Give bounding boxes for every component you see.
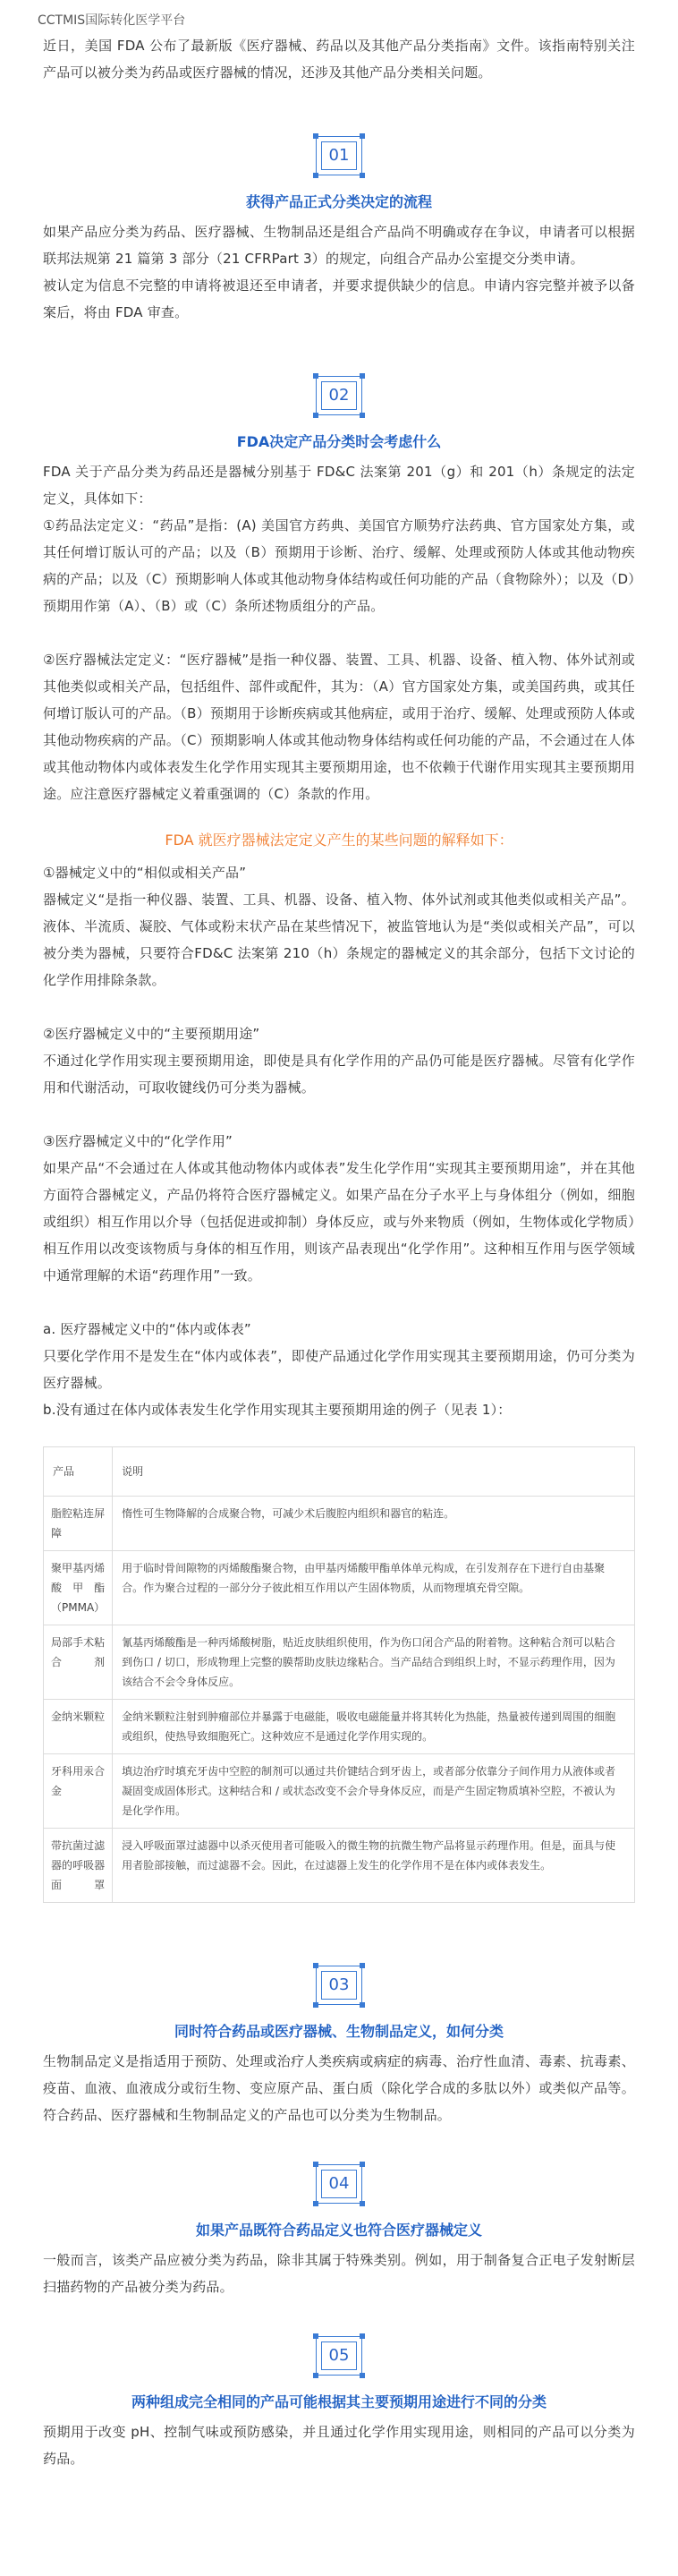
section-title: 同时符合药品或医疗器械、生物制品定义，如何分类 bbox=[174, 2023, 504, 2040]
section-number: 04 bbox=[321, 2170, 357, 2198]
table-cell-description: 浸入呼吸面罩过滤器中以杀灭使用者可能吸入的微生物的抗微生物产品将显示药理作用。但是，面具与使用者脸部接触，而过滤器不会。因此，在过滤器上发生的化学作用不是在体内或体表发生。 bbox=[113, 1829, 635, 1903]
question-3-text: 如果产品“不会通过在人体或其他动物体内或体表”发生化学作用“实现其主要预期用途”，并在其他方面符合器械定义，产品仍将符合医疗器械定义。如果产品在分子水平上与身体组分（例如，细胞或组织）相互作用以介导（包括促进或抑制）身体反应，或与外来物质（例如，生物体或化学物质）相互作用以改变该物质与身体的相互作用，则该产品表现出“化学作用”。这种相互作用与医学领域中通常理解的术语“药理作用”一致。 bbox=[43, 1160, 635, 1284]
section-title: 如果产品既符合药品定义也符合医疗器械定义 bbox=[195, 2222, 482, 2239]
point-a-text: 只要化学作用不是发生在“体内或体表”，即使产品通过化学作用实现其主要预期用途，仍可分类为医疗器械。 bbox=[43, 1348, 635, 1391]
section-number: 01 bbox=[321, 141, 357, 170]
section-title: 两种组成完全相同的产品可能根据其主要预期用途进行不同的分类 bbox=[131, 2393, 547, 2410]
section-03-header bbox=[43, 1966, 635, 2043]
question-3-heading: ③医疗器械定义中的“化学作用” bbox=[43, 1133, 233, 1149]
table-cell-product: 牙科用汞合金 bbox=[44, 1754, 113, 1829]
section-number: 05 bbox=[321, 2341, 357, 2370]
examples-table bbox=[43, 1446, 635, 1903]
section-number: 03 bbox=[321, 1971, 357, 2000]
table-cell-product: 带抗菌过滤器的呼吸器面罩 bbox=[44, 1829, 113, 1903]
table-header-cell: 产品 bbox=[44, 1447, 113, 1497]
section-number-box bbox=[316, 2164, 362, 2204]
table-header-cell: 说明 bbox=[113, 1447, 635, 1497]
section-02-paragraph-1: FDA 关于产品分类为药品还是器械分别基于 FD&C 法案第 201（g）和 201（h）条规定的法定定义，具体如下： bbox=[43, 464, 635, 507]
section-05-paragraph: 预期用于改变 pH、控制气味或预防感染，并且通过化学作用实现用途，则相同的产品可以分类为药品。 bbox=[43, 2424, 635, 2467]
point-a-heading: a. 医疗器械定义中的“体内或体表” bbox=[43, 1321, 251, 1337]
point-b-heading: b.没有通过在体内或体表发生化学作用实现其主要预期用途的例子（见表 1）： bbox=[43, 1402, 512, 1418]
table-cell-product: 局部手术粘合剂 bbox=[44, 1625, 113, 1700]
table-cell-description: 填边治疗时填充牙齿中空腔的制剂可以通过共价键结合到牙齿上，或者部分依靠分子间作用力从液体或者凝固变成固体形式。这种结合和 / 或状态改变不会介导身体反应，而是产生固定物质填补空腔，不被认为是化学作用。 bbox=[113, 1754, 635, 1829]
table-cell-product: 金纳米颗粒 bbox=[44, 1700, 113, 1754]
table-cell-description: 用于临时骨间隙物的丙烯酸酯聚合物，由甲基丙烯酸甲酯单体单元构成，在引发剂存在下进行自由基聚合。作为聚合过程的一部分分子彼此相互作用以产生固体物质，从而物理填充骨空隙。 bbox=[113, 1551, 635, 1625]
table-row bbox=[44, 1829, 635, 1903]
section-02-header bbox=[43, 376, 635, 453]
intro-paragraph: 近日，美国 FDA 公布了最新版《医疗器械、药品以及其他产品分类指南》文件。该指南特别关注产品可以被分类为药品或医疗器械的情况，还涉及其他产品分类相关问题。 bbox=[43, 38, 635, 81]
question-2-heading: ②医疗器械定义中的“主要预期用途” bbox=[43, 1026, 260, 1042]
table-cell-description: 惰性可生物降解的合成聚合物，可减少术后腹腔内组织和器官的粘连。 bbox=[113, 1497, 635, 1551]
table-row bbox=[44, 1700, 635, 1754]
section-number: 02 bbox=[321, 381, 357, 410]
table-cell-description: 氰基丙烯酸酯是一种丙烯酸树脂，贴近皮肤组织使用，作为伤口闭合产品的附着物。这种粘合剂可以粘合到伤口 / 切口，形成物理上完整的膜帮助皮肤边缘粘合。当产品结合到组织上时，不显示药理作用，因为该结合不会令身体反应。 bbox=[113, 1625, 635, 1700]
section-title: 获得产品正式分类决定的流程 bbox=[245, 193, 432, 210]
question-1-heading: ①器械定义中的“相似或相关产品” bbox=[43, 865, 247, 881]
question-2-text: 不通过化学作用实现主要预期用途，即使是具有化学作用的产品仍可能是医疗器械。尽管有化学作用和代谢活动，可取收键线仍可分类为器械。 bbox=[43, 1053, 635, 1096]
section-05-header bbox=[43, 2336, 635, 2413]
device-definition: ②医疗器械法定定义：“医疗器械”是指一种仪器、装置、工具、机器、设备、植入物、体外试剂或其他类似或相关产品，包括组件、部件或配件，其为：（A）官方国家处方集，或美国药典，或其任何增订版认可的产品。（B）预期用于诊断疾病或其他病症，或用于治疗、缓解、处理或预防人体或其他动物疾病的产品。（C）预期影响人体或其他动物身体结构或任何功能的产品，不会通过在人体或其他动物体内或体表发生化学作用实现其主要预期用途，也不依赖于代谢作用实现其主要预期用途。应注意医疗器械定义着重强调的（C）条款的作用。 bbox=[43, 652, 635, 802]
table-row bbox=[44, 1497, 635, 1551]
table-header-row bbox=[44, 1447, 635, 1497]
watermark-text: CCTMIS国际转化医学平台 bbox=[38, 13, 186, 28]
section-04-paragraph: 一般而言，该类产品应被分类为药品，除非其属于特殊类别。例如，用于制备复合正电子发射断层扫描药物的产品被分类为药品。 bbox=[43, 2252, 635, 2295]
section-01-header bbox=[43, 136, 635, 213]
table-row bbox=[44, 1754, 635, 1829]
section-01-paragraph-1: 如果产品应分类为药品、医疗器械、生物制品还是组合产品尚不明确或存在争议，申请者可以根据联邦法规第 21 篇第 3 部分（21 CFRPart 3）的规定，向组合产品办公室提交分类申请。 bbox=[43, 224, 635, 267]
table-row bbox=[44, 1551, 635, 1625]
section-number-box bbox=[316, 2336, 362, 2376]
section-03-paragraph: 生物制品定义是指适用于预防、处理或治疗人类疾病或病症的病毒、治疗性血清、毒素、抗毒素、疫苗、血液、血液成分或衍生物、变应原产品、蛋白质（除化学合成的多肽以外）或类似产品等。符合药品、医疗器械和生物制品定义的产品也可以分类为生物制品。 bbox=[43, 2053, 635, 2123]
table-cell-product: 聚甲基丙烯酸甲酯（PMMA） bbox=[44, 1551, 113, 1625]
question-1-text: 器械定义“是指一种仪器、装置、工具、机器、设备、植入物、体外试剂或其他类似或相关产品”。液体、半流质、凝胶、气体或粉末状产品在某些情况下，被监管地认为是“类似或相关产品”，可以被分类为器械，只要符合FD&C 法案第 210（h）条规定的器械定义的其余部分，包括下文讨论的化学作用排除条款。 bbox=[43, 891, 635, 988]
interpretation-title: FDA 就医疗器械法定定义产生的某些问题的解释如下： bbox=[165, 832, 513, 849]
section-number-box bbox=[316, 376, 362, 415]
section-number-box bbox=[316, 1966, 362, 2005]
table-row bbox=[44, 1625, 635, 1700]
section-number-box bbox=[316, 136, 362, 175]
table-cell-description: 金纳米颗粒注射到肿瘤部位并暴露于电磁能，吸收电磁能量并将其转化为热能，热量被传递到周围的细胞或组织，使热导致细胞死亡。这种效应不是通过化学作用实现的。 bbox=[113, 1700, 635, 1754]
table-cell-product: 脂腔粘连屏障 bbox=[44, 1497, 113, 1551]
section-04-header bbox=[43, 2164, 635, 2241]
drug-definition: ①药品法定定义：“药品”是指：(A) 美国官方药典、美国官方顺势疗法药典、官方国家处方集，或其任何增订版认可的产品；以及（B）预期用于诊断、治疗、缓解、处理或预防人体或其他动物疾病的产品；以及（C）预期影响人体或其他动物身体结构或任何功能的产品（食物除外）；以及（D）预期用作第（A）、（B）或（C）条所述物质组分的产品。 bbox=[43, 517, 635, 614]
section-title: FDA决定产品分类时会考虑什么 bbox=[236, 433, 442, 450]
section-01-paragraph-2: 被认定为信息不完整的申请将被退还至申请者，并要求提供缺少的信息。申请内容完整并被予以备案后，将由 FDA 审查。 bbox=[43, 277, 635, 320]
